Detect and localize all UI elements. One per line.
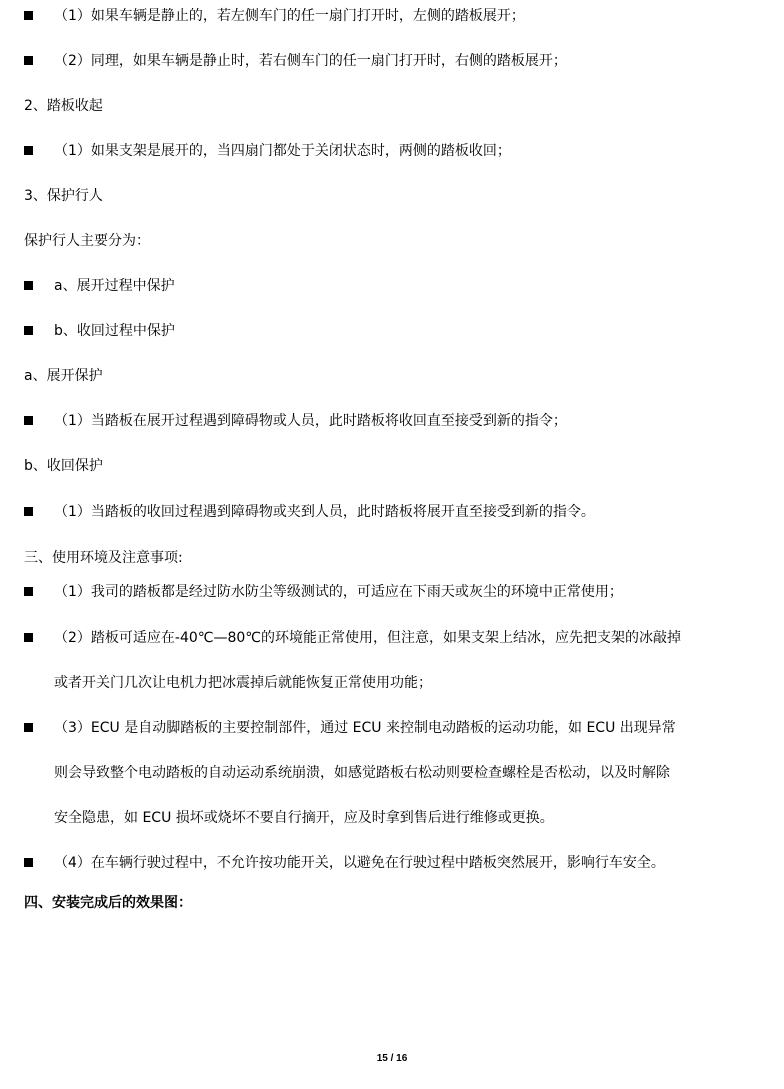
heading-text: 2、踏板收起 — [24, 98, 103, 114]
page-number: 15 / 16 — [376, 1053, 408, 1064]
list-item-text: （1）当踏板在展开过程遇到障碍物或人员，此时踏板将收回直至接受到新的指令； — [54, 413, 567, 429]
square-bullet-icon — [24, 723, 33, 732]
list-item-text: （1）如果支架是展开的，当四扇门都处于关闭状态时，两侧的踏板收回； — [54, 143, 511, 159]
list-item-text: 则会导致整个电动踏板的自动运动系统崩溃，如感觉踏板右松动则要检查螺栓是否松动，以及时解除 — [54, 765, 670, 781]
square-bullet-icon — [24, 416, 33, 425]
square-bullet-icon — [24, 858, 33, 867]
heading-text: 3、保护行人 — [24, 188, 103, 204]
square-bullet-icon — [24, 56, 33, 65]
list-item-text: b、收回过程中保护 — [54, 323, 175, 339]
list-item-text: 或者开关门几次让电机力把冰震掉后就能恢复正常使用功能； — [54, 675, 432, 691]
square-bullet-icon — [24, 146, 33, 155]
square-bullet-icon — [24, 587, 33, 596]
list-item-text: （3）ECU 是自动脚踏板的主要控制部件，通过 ECU 来控制电动踏板的运动功能，如 ECU 出现异常 — [54, 720, 676, 736]
list-item-text: （1）如果车辆是静止的，若左侧车门的任一扇门打开时，左侧的踏板展开； — [54, 8, 525, 24]
heading-text: a、展开保护 — [24, 368, 103, 384]
heading-text: 四、安装完成后的效果图： — [24, 895, 192, 911]
square-bullet-icon — [24, 326, 33, 335]
list-item-text: 安全隐患，如 ECU 损坏或烧坏不要自行摘开，应及时拿到售后进行维修或更换。 — [54, 810, 554, 826]
heading-text: 三、使用环境及注意事项: — [24, 550, 183, 566]
paragraph-text: 保护行人主要分为： — [24, 233, 150, 249]
square-bullet-icon — [24, 11, 33, 20]
square-bullet-icon — [24, 281, 33, 290]
list-item-text: （2）踏板可适应在-40℃—80℃的环境能正常使用，但注意，如果支架上结冰，应先把支架的冰敲掉 — [54, 630, 682, 646]
heading-text: b、收回保护 — [24, 458, 103, 474]
square-bullet-icon — [24, 507, 33, 516]
list-item-text: （1）我司的踏板都是经过防水防尘等级测试的，可适应在下雨天或灰尘的环境中正常使用； — [54, 584, 623, 600]
list-item-text: （2）同理，如果车辆是静止时，若右侧车门的任一扇门打开时，右侧的踏板展开； — [54, 53, 567, 69]
list-item-text: （1）当踏板的收回过程遇到障碍物或夹到人员，此时踏板将展开直至接受到新的指令。 — [54, 504, 595, 520]
list-item-text: （4）在车辆行驶过程中，不允许按功能开关，以避免在行驶过程中踏板突然展开，影响行车安全。 — [54, 855, 665, 871]
square-bullet-icon — [24, 633, 33, 642]
list-item-text: a、展开过程中保护 — [54, 278, 175, 294]
